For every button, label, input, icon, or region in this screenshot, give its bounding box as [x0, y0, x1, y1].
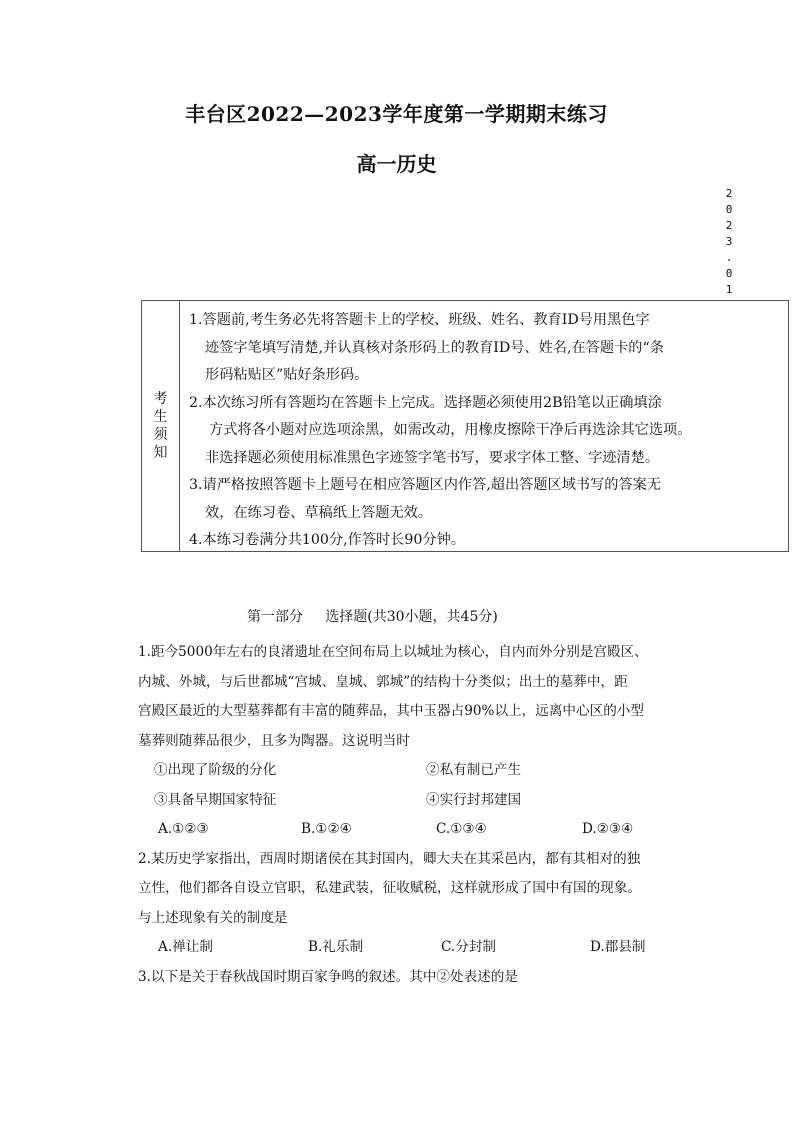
candidate-notice-box [141, 300, 789, 552]
question-text-line: 与上述现象有关的制度是 [138, 909, 288, 926]
question-1 [138, 638, 678, 845]
notice-label-cell [142, 301, 180, 551]
notice-line: 方式将各小题对应选项涂黑，如需改动，用橡皮擦除干净后再选涂其它选项。 [209, 422, 692, 438]
option-row [138, 815, 678, 845]
statement-item: ③具备早期国家特征 [154, 791, 277, 808]
notice-line: 非选择题必须使用标准黑色字迹签字笔书写，要求字体工整、字迹清楚。 [205, 449, 660, 466]
notice-line: 4.本练习卷满分共100分,作答时长90分钟。 [189, 532, 465, 548]
section-part: 第一部分 [247, 609, 303, 625]
section-heading [247, 606, 498, 626]
notice-line: 效，在练习卷、草稿纸上答题无效。 [205, 504, 433, 521]
section-name: 选择题(共30小题，共45分) [325, 609, 498, 625]
question-text-line: 2.某历史学家指出，西周时期诸侯在其封国内，卿大夫在其采邑内，都有其相对的独 [138, 850, 641, 867]
notice-line: 迹签字笔填写清楚,并认真核对条形码上的教育ID号、姓名,在答题卡的“条 [205, 339, 664, 356]
date-char: 3 [725, 235, 733, 248]
question-text-line: 1.距今5000年左右的良渚遗址在空间布局上以城址为核心，自内而外分别是宫殿区、 [138, 644, 648, 660]
statement-row [138, 786, 678, 816]
answer-option: C.分封制 [441, 939, 497, 955]
question-text-line: 内城、外城，与后世都城“宫城、皇城、郭城”的结构十分类似；出土的墓葬中，距 [138, 673, 628, 690]
notice-line: 3.请严格按照答题卡上题号在相应答题区内作答,超出答题区域书写的答案无 [189, 477, 662, 493]
date-char: 0 [725, 267, 733, 280]
notice-line: 形码粘贴区”贴好条形码。 [205, 367, 369, 383]
question-text-line: 3.以下是关于春秋战国时期百家争鸣的叙述。其中②处表述的是 [138, 968, 518, 985]
notice-line: 1.答题前,考生务必先将答题卡上的学校、班级、姓名、教育ID号用黑色字 [189, 312, 650, 328]
notice-label: 考生须知 [153, 391, 168, 461]
statement-item: ①出现了阶级的分化 [154, 762, 277, 778]
answer-option: A.①②③ [158, 821, 209, 837]
question-list [138, 638, 678, 992]
date-char: 1 [725, 283, 733, 296]
question-text-line: 宫殿区最近的大型墓葬都有丰富的随葬品，其中玉器占90%以上，远离中心区的小型 [138, 703, 644, 719]
statement-item: ②私有制已产生 [426, 762, 522, 778]
answer-option: D.②③④ [582, 821, 634, 837]
question-3 [138, 963, 678, 993]
exam-date [723, 186, 735, 298]
answer-option: B.①②④ [301, 821, 352, 837]
statement-row [138, 756, 678, 786]
question-2 [138, 845, 678, 963]
exam-subject: 高一历史 [356, 152, 437, 176]
date-char: 2 [725, 187, 733, 200]
answer-option: A.禅让制 [158, 939, 213, 955]
notice-line: 2.本次练习所有答题均在答题卡上完成。选择题必须使用2B铅笔以正确填涂 [189, 394, 662, 411]
option-row [138, 933, 678, 963]
statement-item: ④实行封邦建国 [426, 791, 522, 808]
exam-title: 丰台区2022—2023学年度第一学期期末练习 [185, 102, 608, 126]
answer-option: B.礼乐制 [308, 939, 364, 955]
question-text-line: 立性，他们都各自设立官职，私建武装，征收赋税，这样就形成了国中有国的现象。 [138, 880, 641, 896]
date-char: 2 [725, 219, 733, 232]
answer-option: C.①③④ [436, 821, 487, 837]
date-char: 0 [725, 203, 733, 216]
notice-body [180, 301, 788, 551]
answer-option: D.郡县制 [590, 939, 646, 955]
question-text-line: 墓葬则随葬品很少，且多为陶器。这说明当时 [138, 732, 410, 749]
date-char: . [725, 251, 733, 264]
